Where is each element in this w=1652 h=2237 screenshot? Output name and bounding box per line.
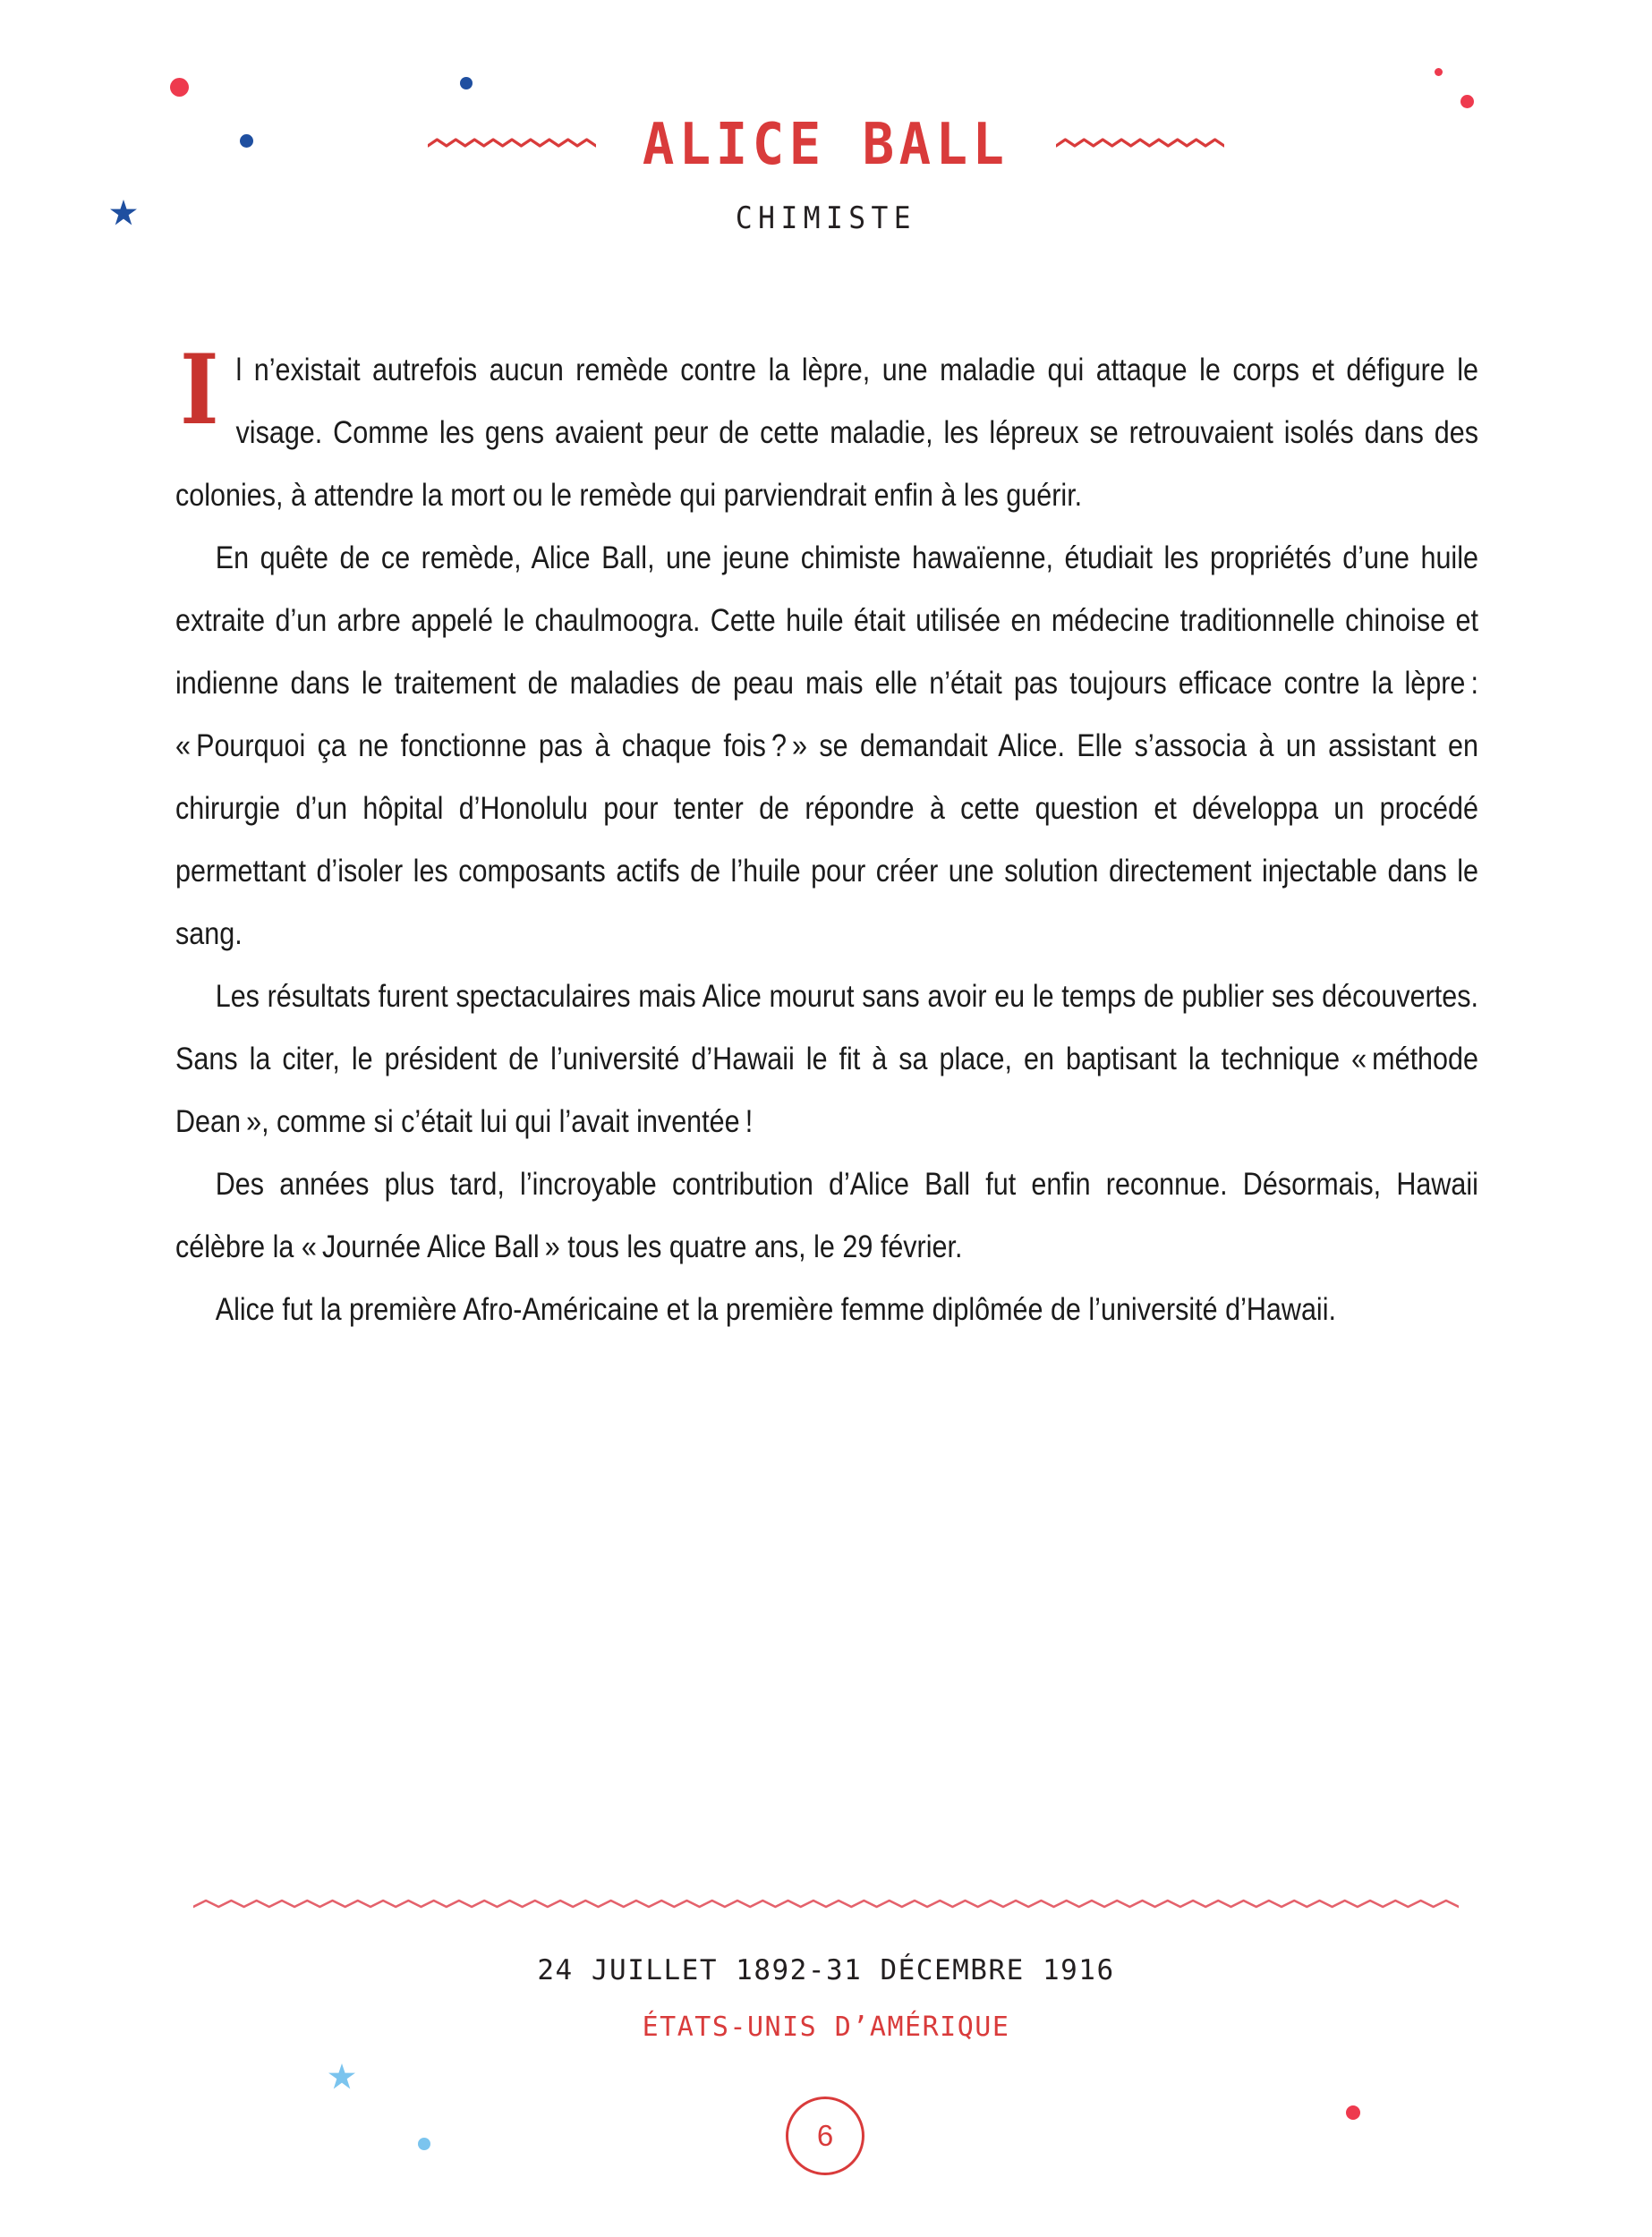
lifespan-dates: 24 JUILLET 1892-31 DÉCEMBRE 1916 — [537, 1954, 1115, 1986]
paragraph-4: Des années plus tard, l’incroyable contribution d’Alice Ball fut enfin reconnue. Désormais, Hawaii célèbre la « Journée Alice Ball » tous les quatre ans, le 29 février. — [175, 1166, 1478, 1264]
drop-cap: I — [180, 334, 219, 447]
wavy-line-right-icon — [1056, 134, 1224, 157]
page-title: ALICE BALL — [643, 112, 1009, 178]
confetti-dot-blue-2-icon — [460, 77, 473, 89]
country-label: ÉTATS-UNIS D’AMÉRIQUE — [642, 2012, 1010, 2043]
confetti-dot-red-3-icon — [1460, 95, 1474, 108]
confetti-star-lightblue-icon — [328, 2063, 355, 2090]
paragraph-2: En quête de ce remède, Alice Ball, une jeune chimiste hawaïenne, étudiait les propriétés d’une huile extraite d’un arbre appelé le chaulmoogra. Cette huile était utilisée en médecine traditionnelle chinoise et indienne dans le traitement de maladies de peau mais elle n’était pas toujours efficace contre la lèpre : « Pourquoi ça ne fonctionne pas à chaque fois ? » se demandait Alice. Elle s’associa à un assistant en chirurgie d’un hôpital d’Honolulu pour tenter de répondre à cette question et développa un procédé permettant d’isoler les composants actifs de l’huile pour créer une solution directement injectable dans le sang. — [175, 540, 1478, 951]
confetti-dot-red-1-icon — [170, 78, 189, 97]
title-row — [0, 112, 1652, 178]
paragraph-1-text: l n’existait autrefois aucun remède contre la lèpre, une maladie qui attaque le corps et défigure le visage. Comme les gens avaient peur de cette maladie, les lépreux se retrouvaient isolés dans des colonies, à attendre la mort ou le remède qui parviendrait enfin à les guérir. — [175, 352, 1478, 513]
page-subtitle: CHIMISTE — [735, 200, 917, 236]
page-header — [0, 112, 1652, 236]
article-body — [175, 334, 1478, 1340]
paragraph-1 — [175, 334, 1478, 526]
wavy-line-left-icon — [428, 134, 596, 157]
confetti-dot-red-4-icon — [1346, 2105, 1360, 2120]
paragraph-5: Alice fut la première Afro-Américaine et la première femme diplômée de l’université d’Hawaii. — [215, 1291, 1336, 1327]
paragraph-3: Les résultats furent spectaculaires mais Alice mourut sans avoir eu le temps de publier ses découvertes. Sans la citer, le président de l’université d’Hawaii le fit à sa place, en baptisant la technique « méthode Dean », comme si c’était lui qui l’avait inventée ! — [175, 978, 1478, 1139]
confetti-dot-red-2-icon — [1435, 68, 1443, 76]
page-number-badge: 6 — [786, 2097, 864, 2175]
confetti-dot-lightblue-icon — [418, 2138, 430, 2150]
footer-wavy-divider-icon — [193, 1895, 1459, 1918]
